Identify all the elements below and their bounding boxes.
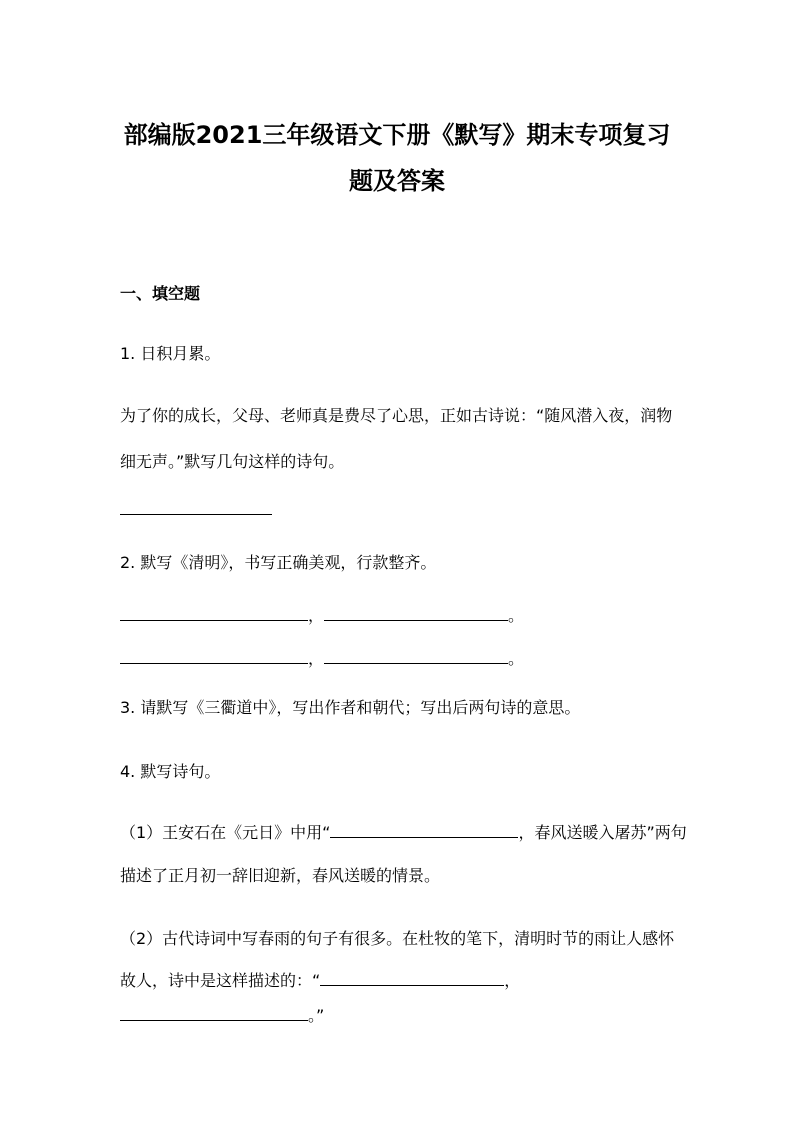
answer-blank[interactable]	[324, 649, 508, 664]
sub-1-suffix: ，春风送暖入屠苏”两句	[518, 823, 687, 842]
question-4-sub-2-line-1: （2）古代诗词中写春雨的句子有很多。在杜牧的笔下，清明时节的雨让人感怀	[120, 929, 675, 948]
sub-1-prefix: （1）王安石在《元日》中用“	[120, 823, 331, 842]
comma-mark: ，	[308, 649, 325, 668]
question-2-answer-row-2	[120, 649, 524, 669]
question-1-label: 1. 日积月累。	[120, 344, 221, 363]
question-1-answer-row	[120, 500, 272, 520]
document-title	[100, 112, 694, 204]
question-1-text-line-2: 细无声。”默写几句这样的诗句。	[120, 452, 345, 471]
period-mark: 。	[508, 649, 525, 668]
answer-blank[interactable]	[320, 971, 504, 986]
title-line-1: 部编版2021三年级语文下册《默写》期末专项复习	[123, 121, 671, 149]
answer-blank[interactable]	[120, 649, 308, 664]
answer-blank[interactable]	[120, 500, 272, 515]
question-2-answer-row-1	[120, 606, 524, 626]
question-1-text-line-1: 为了你的成长，父母、老师真是费尽了心思，正如古诗说：“随风潜入夜，润物	[120, 406, 673, 425]
question-4-sub-2-line-2	[120, 971, 520, 991]
answer-blank[interactable]	[330, 823, 518, 838]
comma-mark: ，	[504, 971, 521, 990]
period-mark: 。	[508, 606, 525, 625]
answer-blank[interactable]	[120, 1006, 308, 1021]
question-4-label: 4. 默写诗句。	[120, 762, 221, 781]
question-4-sub-1-line-1	[120, 823, 687, 843]
question-4-sub-1-line-2: 描述了正月初一辞旧迎新，春风送暖的情景。	[120, 866, 441, 885]
answer-blank[interactable]	[324, 606, 508, 621]
question-2-label: 2. 默写《清明》，书写正确美观，行款整齐。	[120, 553, 437, 572]
closing-mark: 。”	[308, 1006, 325, 1025]
comma-mark: ，	[308, 606, 325, 625]
question-4-sub-2-line-3	[120, 1006, 324, 1026]
title-line-2: 题及答案	[349, 167, 445, 195]
answer-blank[interactable]	[120, 606, 308, 621]
question-3-label: 3. 请默写《三衢道中》，写出作者和朝代；写出后两句诗的意思。	[120, 698, 581, 717]
section-heading-fill-in: 一、填空题	[120, 284, 201, 303]
sub-2-prefix: 故人，诗中是这样描述的：“	[120, 971, 321, 990]
